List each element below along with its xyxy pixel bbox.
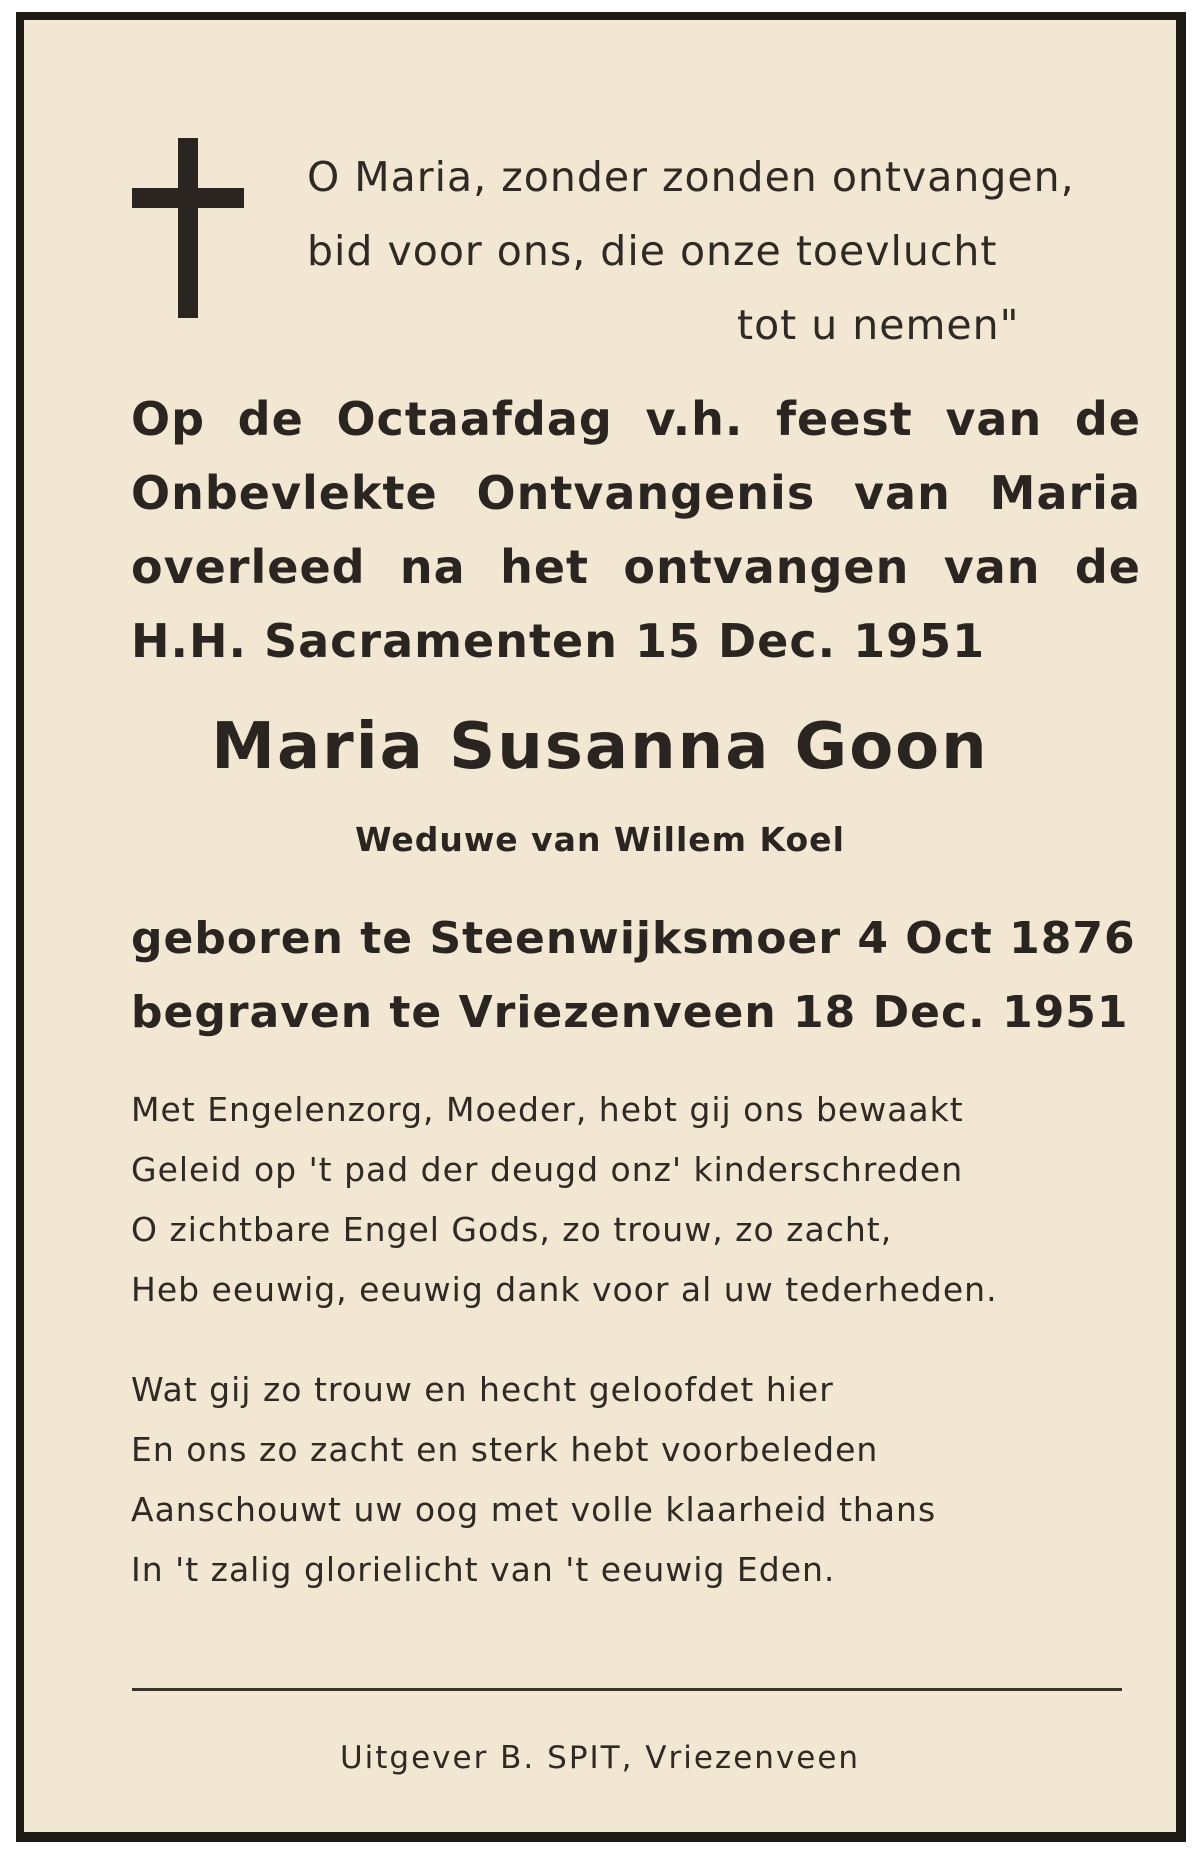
death-announcement [131, 382, 1141, 678]
widow-of-text: Weduwe van Willem Koel [355, 820, 845, 859]
burial-line: begraven te Vriezenveen 18 Dec. 1951 [131, 987, 1129, 1038]
verse-line: Geleid op 't pad der deugd onz' kinderschreden [131, 1150, 964, 1189]
announcement-line: Op de Octaafdag v.h. feest van de [131, 392, 1141, 446]
prayer-line: tot u nemen" [737, 301, 1020, 349]
verse-line: In 't zalig glorielicht van 't eeuwig Eden. [131, 1550, 836, 1589]
verse-line: Wat gij zo trouw en hecht geloofdet hier [131, 1370, 834, 1409]
announcement-line: overleed na het ontvangen van de [131, 540, 1141, 594]
verse-line: Aanschouwt uw oog met volle klaarheid thans [131, 1490, 937, 1529]
verse-stanza-1 [131, 1080, 1131, 1320]
publisher-credit: Uitgever B. SPIT, Vriezenveen [339, 1740, 861, 1776]
birth-line: geboren te Steenwijksmoer 4 Oct 1876 [131, 913, 1136, 964]
prayer-text [307, 140, 1147, 362]
life-dates [131, 902, 1141, 1050]
verse-stanza-2 [131, 1360, 1131, 1600]
deceased-name: Maria Susanna Goon [211, 710, 989, 784]
announcement-line: Onbevlekte Ontvangenis van Maria [131, 466, 1141, 520]
verse-line: O zichtbare Engel Gods, zo trouw, zo zacht, [131, 1210, 893, 1249]
cross-vertical-bar [178, 138, 198, 318]
memorial-card [16, 12, 1186, 1842]
prayer-line: O Maria, zonder zonden ontvangen, [307, 153, 1075, 201]
verse-line: En ons zo zacht en sterk hebt voorbeleden [131, 1430, 879, 1469]
divider-line [132, 1688, 1122, 1691]
prayer-line: bid voor ons, die onze toevlucht [307, 227, 998, 275]
verse-line: Met Engelenzorg, Moeder, hebt gij ons bewaakt [131, 1090, 964, 1129]
announcement-line: H.H. Sacramenten 15 Dec. 1951 [131, 614, 986, 668]
cross-horizontal-bar [132, 188, 244, 208]
verse-line: Heb eeuwig, eeuwig dank voor al uw tederheden. [131, 1270, 998, 1309]
